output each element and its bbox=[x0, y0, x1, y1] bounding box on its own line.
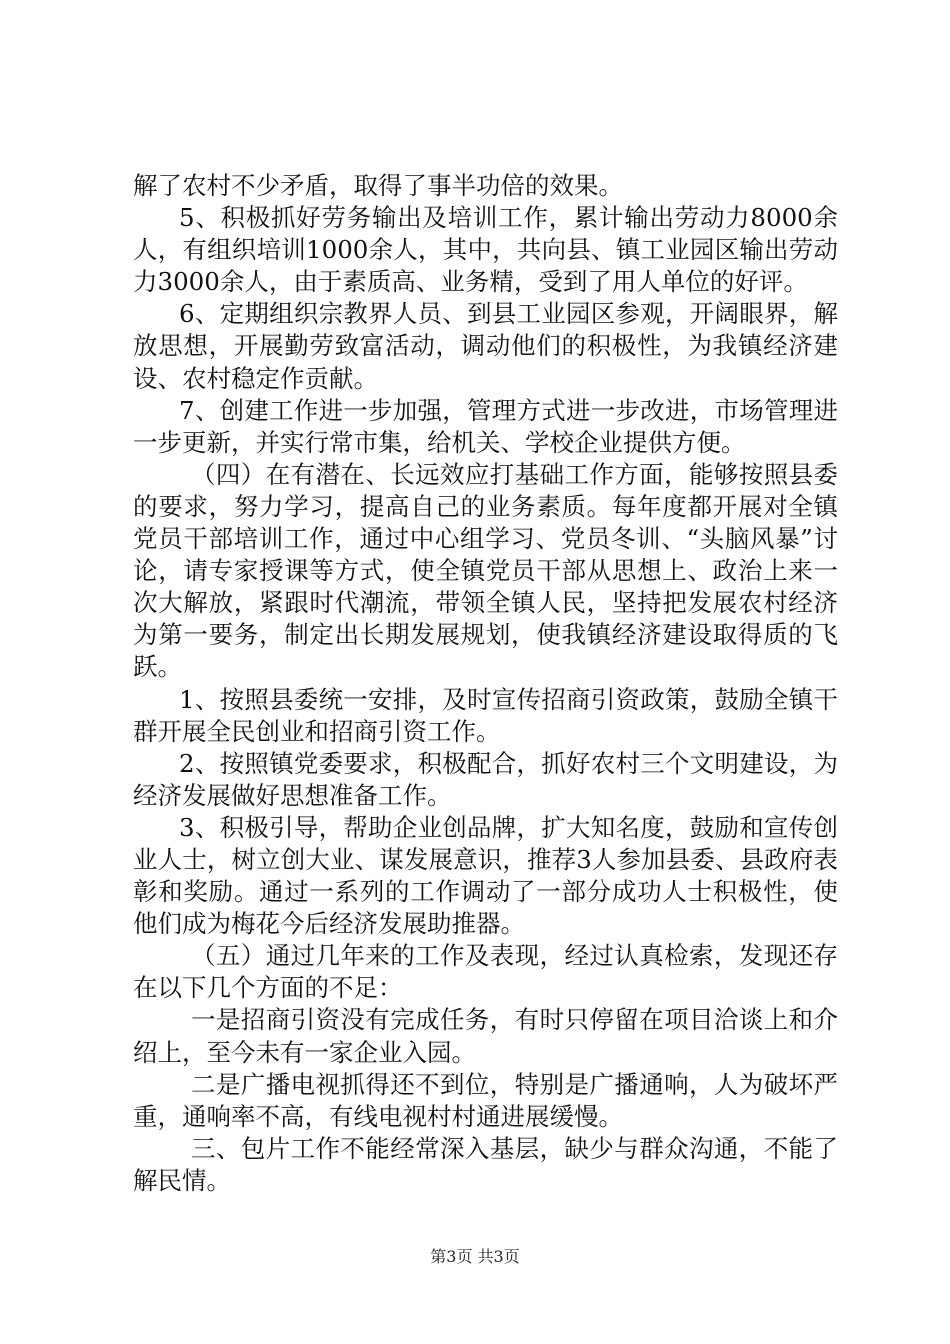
paragraph-item-5: 5、积极抓好劳务输出及培训工作，累计输出劳动力8000余人，有组织培训1000余人，其中，共向县、镇工业园区输出劳动力3000余人，由于素质高、业务精，受到了用人单位的好评。 bbox=[133, 203, 838, 297]
paragraph-shortcoming-2: 二是广播电视抓得还不到位，特别是广播通响，人为破坏严重，通响率不高，有线电视村村通进展缓慢。 bbox=[133, 1069, 838, 1131]
page-footer: 第3页 共3页 bbox=[430, 1247, 520, 1266]
document-body bbox=[133, 170, 838, 1197]
paragraph-section-5: （五）通过几年来的工作及表现，经过认真检索，发现还存在以下几个方面的不足： bbox=[133, 941, 838, 1003]
paragraph-shortcoming-1: 一是招商引资没有完成任务，有时只停留在项目洽谈上和介绍上，至今未有一家企业入园。 bbox=[133, 1005, 838, 1067]
paragraph-shortcoming-3: 三、包片工作不能经常深入基层，缺少与群众沟通，不能了解民情。 bbox=[133, 1133, 838, 1195]
paragraph-sub-item-1: 1、按照县委统一安排，及时宣传招商引资政策，鼓励全镇干群开展全民创业和招商引资工作。 bbox=[133, 684, 838, 746]
paragraph-sub-item-3: 3、积极引导，帮助企业创品牌，扩大知名度，鼓励和宣传创业人士，树立创大业、谋发展意识，推荐3人参加县委、县政府表彰和奖励。通过一系列的工作调动了一部分成功人士积极性，使他们成为梅花今后经济发展助推器。 bbox=[133, 812, 838, 939]
paragraph-item-6: 6、定期组织宗教界人员、到县工业园区参观，开阔眼界，解放思想，开展勤劳致富活动，调动他们的积极性，为我镇经济建设、农村稳定作贡献。 bbox=[133, 299, 838, 393]
paragraph-sub-item-2: 2、按照镇党委要求，积极配合，抓好农村三个文明建设，为经济发展做好思想准备工作。 bbox=[133, 748, 838, 810]
paragraph-section-4: （四）在有潜在、长远效应打基础工作方面，能够按照县委的要求，努力学习，提高自己的业务素质。每年度都开展对全镇党员干部培训工作，通过中心组学习、党员冬训、“头脑风暴”讨论，请专家授课等方式，使全镇党员干部从思想上、政治上来一次大解放，紧跟时代潮流，带领全镇人民，坚持把发展农村经济为第一要务，制定出长期发展规划，使我镇经济建设取得质的飞跃。 bbox=[133, 459, 838, 682]
paragraph-continuation: 解了农村不少矛盾，取得了事半功倍的效果。 bbox=[133, 171, 623, 200]
paragraph-item-7: 7、创建工作进一步加强，管理方式进一步改进，市场管理进一步更新，并实行常市集，给机关、学校企业提供方便。 bbox=[133, 395, 838, 457]
